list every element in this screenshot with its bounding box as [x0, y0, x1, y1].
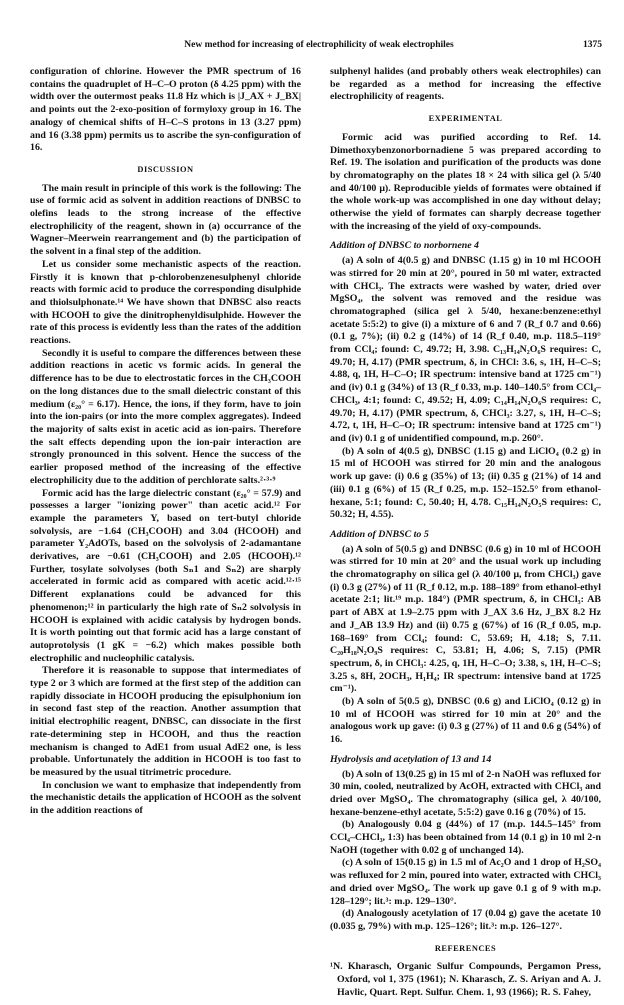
section-heading-experimental: EXPERIMENTAL: [428, 114, 503, 124]
section-heading-discussion: DISCUSSION: [137, 164, 194, 174]
paragraph: configuration of chlorine. However the PMR spectrum of 16 contains the quadruplet of H–C–O proton (δ 4.25 ppm) with the width over the outermost peaks 11.8 Hz which is |J_AX + J_BX| and points out the 2-exo-position of formyloxy group in 16. The analogy of chemical shifts of H–C–S protons in 13 (3.27 ppm) and 16 (3.38 ppm) permits us to ascribe the syn-configuration of 16.: [30, 66, 301, 154]
paragraph: The main result in principle of this work is the following: The use of formic acid as solvent in addition reactions of DNBSC to olefins leads to the strong increase of the effective electrophilicity of the reagent, shown in (a) occurrance of the Wagner–Meerwein rearrangement and (b) the participation of the solvent in a final step of the addition.: [30, 182, 301, 258]
paragraph: Formic acid was purified according to Ref. 14. Dimethoxybenzonorbornadiene 5 was prepared according to Ref. 19. The isolation and purification of the products was done by chromatography on the plates 18 × 24 with silica gel (λ 5/40 and 40/100 μ). Reproducible yields of formates were obtained if the whole work-up was accomplished in one day without delay; otherwise the yield of formates can sharply decrease together with the increasing of the yield of oxy-compounds.: [330, 131, 601, 232]
section-heading-references: REFERENCES: [434, 943, 497, 953]
paragraph: (a) A soln of 5(0.5 g) and DNBSC (0.6 g) in 10 ml of HCOOH was stirred for 10 min at 20° and the usual work up including the chromatography on silica gel (λ 40/100 μ, from CHCl₃) gave (i) 0.3 g (27%) of 11 (R_f 0.12, m.p. 188–189° from ethanol-ethyl acetate 2:1; lit.¹⁹ m.p. 184°) (PMR spectrum, δ, in CHCl₃: AB part of ABX at 1.9–2.75 ppm with J_AX 3.6 Hz, J_BX 8.2 Hz and J_AB 13.9 Hz) and (ii) 0.75 g (67%) of 16 (R_f 0.05, m.p. 168–169° from CCl₄; found: C, 53.69; H, 4.18; S, 7.11. C₂₀H₁₈N₂O₉S requires: C, 53.81; H, 4.06; S, 7.15) (PMR spectrum, δ, in CHCl₃: 4.25, q, 1H, H–C–O; 3.38, s, 1H, H–C–S; 3.25 s, 8H, 2OCH₃, H₁H₄; IR spectrum: intensive band at 1725 cm⁻¹).: [330, 543, 601, 695]
subsection-heading: Addition of DNBSC to 5: [330, 528, 429, 540]
paragraph: (a) A soln of 4(0.5 g) and DNBSC (1.15 g) in 10 ml HCOOH was stirred for 20 min at 20°, poured in 50 ml water, extracted with CHCl₃. The extracts were washed by water, dried over MgSO₄, the solvent was removed and the residue was chromatographed (silica gel λ 5/40, hexane:benzene:ethyl acetate 5:5:2) to give (i) a mixture of 6 and 7 (R_f 0.7 and 0.66) (0.1 g, 7%); (ii) 0.2 g (14%) of 14 (R_f 0.40, m.p. 118.5–119° from CCl₄; found: C, 49.72; H, 3.98. C₁₃H₁₄N₂O₆S requires: C, 49.70; H, 4.17) (PMR spectrum, δ, in CHCl: 3.6, s, 1H, H–C–S; 4.88, q, 1H, H–C–O; IR spectrum: intensive band at 1725 cm⁻¹) and (iv) 0.1 g (34%) of 13 (R_f 0.33, m.p. 140–140.5° from CCl₄–CHCl₃, 4:1; found: C, 49.52; H, 4.09; C₁₄H₁₄N₂O₆S requires: C, 49.70; H, 4.17) (PMR spectrum, δ, CHCl₃: 3.27, s, 1H, H–C–S; 4.72, t, 1H, H–C–O; IR spectrum: intensive band at 1725 cm⁻¹) and (iv) 0.1 g of unidentified compound, m.p. 260°.: [330, 255, 601, 444]
reference-item: ¹N. Kharasch, Organic Sulfur Compounds, Pergamon Press, Oxford, vol 1, 375 (1961); N. Kharasch, Z. S. Ariyan and A. J. Havlic, Quart. Rept. Sulfur. Chem. 1, 93 (1966); R. S. Fahey,: [330, 961, 601, 998]
paragraph: (b) A soln of 5(0.5 g), DNBSC (0.6 g) and LiClO₄ (0.12 g) in 10 ml of HCOOH was stirred for 10 min at 20° and the analogous work up gave: (i) 0.3 g (27%) of 11 and 0.6 g (54%) of 16.: [330, 696, 601, 746]
running-title: New method for increasing of electrophilicity of weak electrophiles: [184, 40, 454, 50]
right-column: [330, 66, 601, 1000]
paragraph: (b) A soln of 4(0.5 g), DNBSC (1.15 g) and LiClO₄ (0.2 g) in 15 ml of HCOOH was stirred for 20 min and the analogous work up gave: (i) 0.6 g (35%) of 13; (ii) 0.35 g (21%) of 14 and (iii) 0.1 g (6%) of 15 (R_f 0.25, m.p. 152–152.5° from ethanol-hexane, 5:1; found: C, 50.40; H, 4.78. C₁₅H₁₄N₂O₅S requires: C, 50.32; H, 4.55).: [330, 445, 601, 521]
running-head: [36, 40, 602, 54]
paragraph: Secondly it is useful to compare the differences between these addition reactions in acetic vs formic acids. In general the difference has to be due to electrostatic forces in the CH₃COOH on the long distances due to the small dielectric constant of this medium (ε₂₀° = 6.17). Hence, the ions, if they form, have to join into the ion-pairs (or into the more complex aggregates). Indeed the majority of salts exist in acetic acid as ion-pairs. Therefore the salt effects depending upon the ion-pair interaction are strongly pronounced in this solvent. Hence the success of the earlier proposed method of the increasing of the effective electrophilicity due to the addition of perchlorate salts.²·³·⁹: [30, 347, 301, 486]
subsection-heading: Hydrolysis and acetylation of 13 and 14: [330, 753, 492, 765]
paragraph: (d) Analogously acetylation of 17 (0.04 g) gave the acetate 10 (0.035 g, 79%) with m.p. 125–126°; lit.³: m.p. 126–127°.: [330, 908, 601, 932]
paragraph: Formic acid has the large dielectric constant (ε₂₀° = 57.9) and possesses a larger "ionizing power" than acetic acid.¹² For example the parameters Y, based on tert-butyl chloride solvolysis, are −1.64 (CH₃COOH) and 3.04 (HCOOH) and parameter Y₂AdOTs, based on the solvolysis of 2-adamantane derivatives, are −0.61 (CH₃COOH) and 2.05 (HCOOH).¹² Further, tosylate solvolyses (both Sₙ1 and Sₙ2) are sharply accelerated in formic acid as compared with acetic acid.¹²·¹⁵ Different explanations could be advanced for this phenomenon;¹² in particularly the high rate of Sₙ2 solvolysis in HCOOH is explained with acidic catalysis by hydrogen bonds. It is worth pointing out that formic acid has a large constant of autoprotolysis (1 gK = −6.2) which makes possible both electrophilic and nucleophilic catalysis.: [30, 487, 301, 664]
subsection-heading: Addition of DNBSC to norbornene 4: [330, 240, 479, 252]
left-column: [30, 66, 301, 818]
paragraph: In conclusion we want to emphasize that independently from the mechanistic details the application of HCOOH as the solvent in the addition reactions of: [30, 779, 301, 817]
paragraph: (b) Analogously 0.04 g (44%) of 17 (m.p. 144.5–145° from CCl₄–CHCl₃, 1:3) has been obtained from 14 (0.1 g) in 10 ml 2-n NaOH (together with 0.02 g of unchanged 14).: [330, 819, 601, 856]
paragraph: sulphenyl halides (and probably others weak electrophiles) can be regarded as a method for increasing the effective electrophilicity of reagents.: [330, 66, 601, 103]
paragraph: Let us consider some mechanistic aspects of the reaction. Firstly it is known that p-chlorobenzenesulphenyl chloride reacts with formic acid to produce the corresponding disulphide and thiolsulphonate.¹⁴ We have shown that DNBSC also reacts with HCOOH to give the dinitrophenyldisulphide. However the rate of this process is evidently less than the rates of the addition reactions.: [30, 258, 301, 347]
reference-list: [330, 961, 601, 999]
paragraph: Therefore it is reasonable to suppose that intermediates of type 2 or 3 which are formed at the first step of the addition can rapidly dissociate in HCOOH producing the episulphonium ion in second fast step of the reaction. Another assumption that initial electrophilic reagent, DNBSC, can dissociate in the first rate-determining step in HCOOH, and thus the reaction mechanism is changed to AdE1 from usual AdE2 one, is less probable. Unfortunately the addition in HCOOH is too fast to be measured by the usual titrimetric procedure.: [30, 665, 301, 778]
page-number: 1375: [583, 40, 602, 50]
paragraph: (c) A soln of 15(0.15 g) in 1.5 ml of Ac₂O and 1 drop of H₂SO₄ was refluxed for 2 min, poured into water, extracted with CHCl₃ and dried over MgSO₄. The work up gave 0.1 g of 9 with m.p. 128–129°; lit.³: m.p. 129–130°.: [330, 857, 601, 907]
paragraph: (b) A soln of 13(0.25 g) in 15 ml of 2-n NaOH was refluxed for 30 min, cooled, neutralized by AcOH, extracted with CHCl₃ and dried over MgSO₄. The chromatography (silica gel, λ 40/100, hexane-benzene-ethyl acetate, 5:5:2) gave 0.16 g (70%) of 15.: [330, 768, 601, 818]
